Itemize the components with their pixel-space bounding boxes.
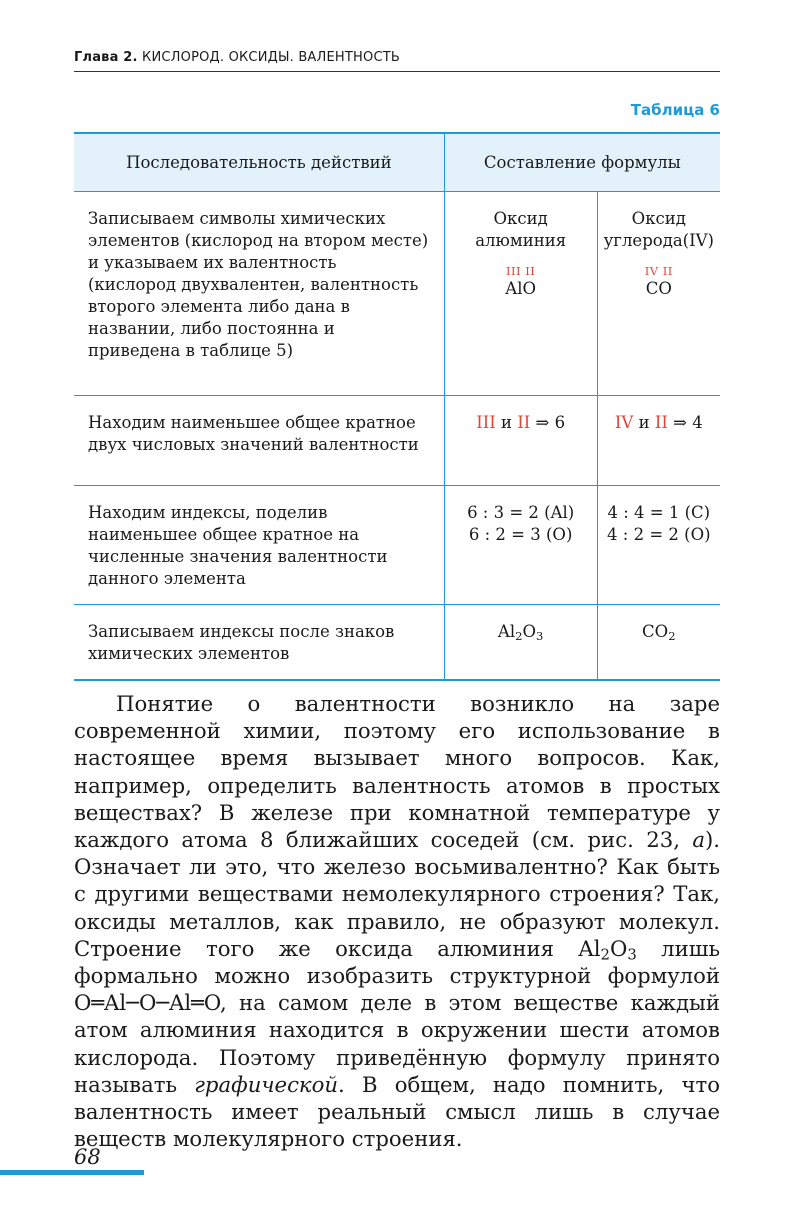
valence-value: IV: [614, 413, 634, 432]
subscript: 2: [515, 628, 523, 643]
paragraph: [74, 690, 720, 1152]
text-run: Понятие о валентности возникло на заре современной химии, поэтому его использование в настоящее время вызывает много вопросов. Как, например, определить валентность атомов в простых веществах? В железе при комнатной температуре у каждого атома 8 ближайших соседей (см. рис. 23,: [74, 691, 720, 853]
running-header: [74, 50, 720, 72]
page-number: 68: [74, 1145, 101, 1169]
valence-label: III II: [505, 264, 536, 278]
lcm-cell-al: [444, 396, 597, 486]
text-run: лишь формально можно изобразить структурной формулой O═Al─O─Al═O, на самом деле в этом веществе каждый атом алюминия находится в окружении шести атомов кислорода. Поэтому приведённую формулу принято называть: [74, 935, 720, 1097]
index-line: 6 : 2 = 3 (O): [468, 525, 573, 544]
element-symbol: CO: [642, 622, 669, 641]
valence-value: II: [517, 413, 531, 432]
element-symbol: Al: [497, 622, 516, 641]
valence-table: [74, 132, 720, 681]
lcm-cell-c: [597, 396, 720, 486]
table-row: [74, 605, 720, 681]
subscript: 2: [600, 946, 610, 964]
compound-name: Оксид алюминия: [475, 209, 567, 250]
subscript: 2: [668, 628, 676, 643]
symbols: AlO: [505, 279, 537, 298]
conjunction: и: [501, 413, 512, 432]
valence-value: III: [476, 413, 496, 432]
italic-run: а: [692, 827, 705, 853]
action-cell: Записываем символы химических элементов (кислород на втором месте) и указываем их валентность (кислород двухвалентен, валентность второго элемента либо дана в названии, либо постоянна и приведена в таблице 5): [74, 192, 444, 396]
index-line: 6 : 3 = 2 (Al): [467, 503, 575, 522]
action-cell: Записываем индексы после знаков химических элементов: [88, 622, 395, 663]
subscript: 3: [627, 946, 637, 964]
table-row: [74, 396, 720, 486]
table-row: [74, 486, 720, 605]
table-row: [74, 192, 720, 396]
table-header-formula: Составление формулы: [444, 133, 720, 192]
table-header-actions: Последовательность действий: [74, 133, 444, 192]
symbols: CO: [645, 279, 672, 298]
valence-label: IV II: [644, 264, 673, 278]
index-line: 4 : 4 = 1 (C): [607, 503, 711, 522]
chapter-title: КИСЛОРОД. ОКСИДЫ. ВАЛЕНТНОСТЬ: [142, 50, 400, 65]
formula-cell-c: [597, 192, 720, 396]
text-run: O: [609, 935, 628, 961]
action-cell: Находим наименьшее общее кратное двух числовых значений валентности: [74, 396, 444, 486]
lcm-result: ⇒ 6: [535, 413, 566, 432]
page-accent-bar: [0, 1170, 144, 1175]
body-paragraph: [74, 690, 720, 1152]
lcm-result: ⇒ 4: [673, 413, 703, 432]
italic-run: графической: [194, 1071, 338, 1097]
final-formula-al: [444, 605, 597, 681]
valence-value: II: [654, 413, 668, 432]
conjunction: и: [638, 413, 650, 432]
table-label: Таблица 6: [630, 101, 720, 119]
chapter-number: Глава 2.: [74, 50, 138, 65]
final-formula-c: [597, 605, 720, 681]
index-cell-c: [597, 486, 720, 605]
index-line: 4 : 2 = 2 (O): [607, 525, 711, 544]
text-run: ). Означает ли это, что железо восьмивалентно? Как быть с другими веществами немолекулярного строения? Так, оксиды металлов, как правило, не образуют молекул. Строение того же оксида алюминия Al: [74, 827, 720, 961]
compound-name: Оксид углерода(IV): [603, 209, 714, 250]
index-cell-al: [444, 486, 597, 605]
formula-cell-al: [444, 192, 597, 396]
text-run: . В общем, надо помнить, что валентность имеет реальный смысл лишь в случае веществ молекулярного строения.: [74, 1071, 720, 1152]
element-symbol: O: [522, 622, 537, 641]
action-cell: Находим индексы, поделив наименьшее общее кратное на численные значения валентности данного элемента: [74, 486, 444, 605]
subscript: 3: [536, 628, 544, 643]
